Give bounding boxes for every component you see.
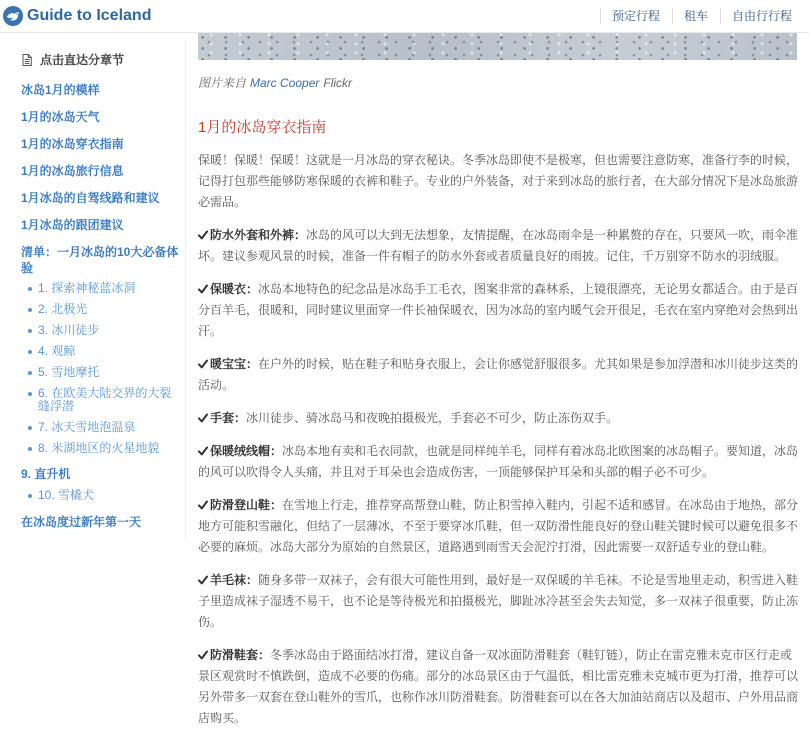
- check-icon: [198, 230, 208, 240]
- toc-subitem-ice-cave[interactable]: [21, 282, 181, 295]
- top-nav: [600, 8, 804, 24]
- check-icon: [198, 413, 208, 423]
- bullet-dot: [28, 350, 32, 354]
- check-icon: [198, 446, 208, 456]
- caption-prefix: 图片来自: [198, 76, 247, 90]
- toc-subitem-label: 2. 北极光: [38, 302, 88, 316]
- bullet-dot: [28, 308, 32, 312]
- toc-subitem-label: 6. 在欧美大陆交界的大裂缝浮潜: [38, 386, 172, 413]
- tip-text: 冰岛本地有卖和毛衣同款，也就是同样纯羊毛，同样有着冰岛北欧图案的冰岛帽子。要知道，冰岛的风可以吹得令人头痛，并且对于耳朵也会造成伤害，一顶能够保护耳朵和头部的帽子必不可少。: [198, 444, 799, 479]
- toc-subitem-snowmobile[interactable]: [21, 366, 181, 379]
- bullet-dot: [28, 392, 32, 396]
- tip-label: 暖宝宝：: [210, 357, 259, 371]
- tip-label: 保暖衣：: [210, 282, 259, 296]
- tip-text: 在雪地上行走，推荐穿高帮登山鞋，防止积雪掉入鞋内，引起不适和感冒。在冰岛由于地热，部分地方可能积雪融化，但结了一层薄冰，不至于要穿冰爪鞋，但一双防滑性能良好的登山鞋关键时候可以避免很多不必要的麻烦。冰岛大部分为原始的自然景区，道路遇到雨雪天会泥泞打滑，因此需要一双舒适专业的登山鞋。: [198, 498, 799, 554]
- bullet-dot: [28, 371, 32, 375]
- toc-item-travel-info[interactable]: 1月的冰岛旅行信息: [21, 164, 124, 178]
- tip-text: 冰岛本地特色的纪念品是冰岛手工毛衣，图案非常的森林系，上镜很漂亮，无论男女都适合。由于是百分百羊毛，很暖和，同时建议里面穿一件长袖保暖衣，因为冰岛的室内暖气会开很足，毛衣在室内穿绝对会热到出汗。: [198, 282, 799, 338]
- nav-self-drive[interactable]: 自由行行程: [720, 8, 804, 24]
- toc-item-checklist[interactable]: 清单：一月冰岛的10大必备体验: [21, 245, 179, 275]
- toc-subitem-label: 7. 冰天雪地泡温泉: [38, 420, 136, 434]
- tip-label: 防滑鞋套：: [210, 648, 271, 662]
- bullet-dot: [28, 494, 32, 498]
- toc-item-group-tours[interactable]: 1月冰岛的跟团建议: [21, 218, 124, 232]
- check-icon: [198, 575, 208, 585]
- tip-hiking-boots: [198, 495, 802, 558]
- tip-text: 在户外的时候，贴在鞋子和贴身衣服上，会让你感觉舒服很多。尤其如果是参加浮潜和冰川徒步这类的活动。: [198, 357, 799, 392]
- toc-item-self-drive[interactable]: 1月冰岛的自驾线路和建议: [21, 191, 160, 205]
- tip-text: 冰川徒步、骑冰岛马和夜晚拍摄极光，手套必不可少，防止冻伤双手。: [246, 411, 619, 425]
- tip-label: 防水外套和外裤：: [210, 228, 307, 242]
- logo-text: Guide to Iceland: [27, 7, 152, 24]
- bullet-dot: [28, 329, 32, 333]
- toc-sidebar: [0, 33, 185, 553]
- tip-thermal-wear: [198, 279, 802, 342]
- toc-subitem-whale-watching[interactable]: [21, 345, 181, 358]
- toc-subitem-hot-springs[interactable]: [21, 421, 181, 434]
- tip-heat-packs: [198, 354, 802, 396]
- site-logo[interactable]: [3, 5, 151, 27]
- toc-subitem-northern-lights[interactable]: [21, 303, 181, 316]
- bullet-dot: [28, 287, 32, 291]
- article-main: [198, 33, 802, 729]
- section-heading: 1月的冰岛穿衣指南: [198, 119, 327, 136]
- bullet-dot: [28, 447, 32, 451]
- toc-subitem-glacier-hike[interactable]: [21, 324, 181, 337]
- tip-label: 防滑登山鞋：: [210, 498, 283, 512]
- article-image: [198, 33, 797, 60]
- toc-item-january-look[interactable]: 冰岛1月的模样: [21, 83, 100, 97]
- tip-text: 冬季冰岛由于路面结冰打滑，建议自备一双冰面防滑鞋套（鞋钉链），防止在雷克雅未克市区行走或景区观赏时不慎跌倒，造成不必要的伤痛。部分的冰岛景区由于气温低，相比雷克雅未克城市更为打滑，推荐可以另外带多一双套在登山鞋外的雪爪，也称作冰川防滑鞋套。防滑鞋套可以在各大加油站商店以及超市、户外用品商店购买。: [198, 648, 799, 725]
- tip-wool-hat: [198, 441, 802, 483]
- bird-logo-icon: [3, 6, 23, 26]
- bullet-dot: [28, 426, 32, 430]
- toc-item-helicopter[interactable]: 9. 直升机: [21, 467, 71, 481]
- check-icon: [198, 359, 208, 369]
- tip-label: 羊毛袜：: [210, 573, 259, 587]
- toc-title-text: 点击直达分章节: [40, 53, 125, 67]
- tip-gloves: [198, 408, 802, 429]
- check-icon: [198, 500, 208, 510]
- toc-subitem-label: 5. 雪地摩托: [38, 365, 100, 379]
- caption-author-link[interactable]: Marc Cooper: [250, 76, 320, 90]
- toc-subitem-label: 10. 雪橇犬: [38, 488, 95, 502]
- image-caption: [198, 73, 802, 93]
- toc-subitem-snorkeling[interactable]: [21, 387, 181, 413]
- tip-label: 保暖绒线帽：: [210, 444, 283, 458]
- toc-subitem-label: 8. 米湖地区的火星地貌: [38, 441, 160, 455]
- tip-text: 随身多带一双袜子，会有很大可能性用到，最好是一双保暖的羊毛袜。不论是雪地里走动，积雪进入鞋子里造成袜子湿透不易干，也不论是等待极光和拍摄极光，脚趾冰冷甚至会失去知觉，多一双袜子很重要，防止冻伤。: [198, 573, 799, 629]
- sidebar-divider: [185, 40, 186, 540]
- toc-item-weather[interactable]: 1月的冰岛天气: [21, 110, 100, 124]
- toc-subitem-myvatn[interactable]: [21, 442, 181, 455]
- nav-book-tours[interactable]: 预定行程: [600, 8, 672, 24]
- toc-item-new-year[interactable]: 在冰岛度过新年第一天: [21, 515, 142, 529]
- top-header: [0, 0, 809, 33]
- check-icon: [198, 650, 208, 660]
- tip-waterproof-jacket: [198, 225, 802, 267]
- tip-text: 冰岛的风可以大到无法想象，友情提醒，在冰岛雨伞是一种累赘的存在，只要风一吹，雨伞准坏。建议参观风景的时候，准备一件有帽子的防水外套或者质量良好的雨披。记住，千万别穿不防水的羽绒服。: [198, 228, 799, 263]
- tip-shoe-spikes: [198, 645, 802, 729]
- toc-subitem-label: 1. 探索神秘蓝冰洞: [38, 281, 136, 295]
- toc-subitem-dog-sledding[interactable]: [21, 489, 181, 502]
- toc-item-clothing-guide[interactable]: 1月的冰岛穿衣指南: [21, 137, 124, 151]
- document-icon: [22, 54, 32, 66]
- toc-subitem-label: 3. 冰川徒步: [38, 323, 100, 337]
- toc-subitem-label: 4. 观鲸: [38, 344, 76, 358]
- tip-label: 手套：: [210, 411, 247, 425]
- caption-source: Flickr: [323, 76, 353, 90]
- toc-list: [21, 82, 181, 541]
- tip-wool-socks: [198, 570, 802, 633]
- toc-title: [22, 52, 124, 68]
- intro-paragraph: 保暖！保暖！保暖！这就是一月冰岛的穿衣秘诀。冬季冰岛即使不是极寒，但也需要注意防寒，准备行李的时候，记得打包那些能够防寒保暖的衣裤和鞋子。专业的户外装备，对于来到冰岛的旅行者，在大部分情况下是冰岛旅游必需品。: [198, 153, 799, 209]
- check-icon: [198, 284, 208, 294]
- nav-car-rental[interactable]: 租车: [672, 8, 720, 24]
